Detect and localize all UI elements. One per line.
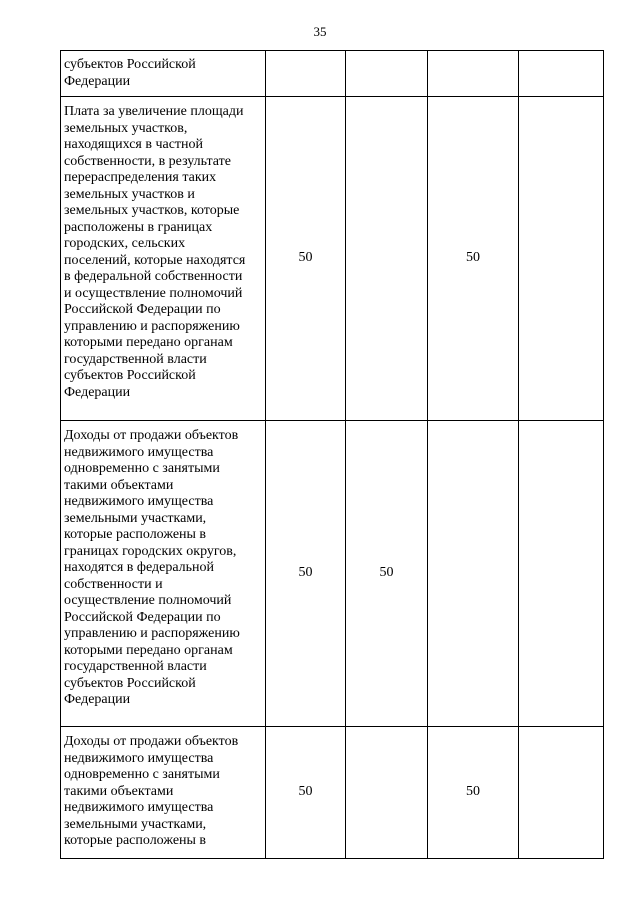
value-cell-col1: 50	[266, 421, 346, 727]
income-description-cell: Доходы от продажи объектов недвижимого имущества одновременно с занятыми такими объектами недвижимого имущества земельными участками, которые расположены в границах городских округов, находятся в федеральной собственности и осуществление полномочий Российской Федерации по управлению и распоряжению которыми передано органам государственной власти субъектов Российской Федерации	[61, 421, 266, 727]
value-cell-col4	[519, 97, 604, 421]
value-cell-col2	[346, 727, 428, 859]
table-row	[61, 51, 604, 97]
table-row	[61, 421, 604, 727]
value-cell-col2	[346, 51, 428, 97]
table-row	[61, 727, 604, 859]
value-cell-col4	[519, 421, 604, 727]
income-description-cell: Доходы от продажи объектов недвижимого имущества одновременно с занятыми такими объектами недвижимого имущества земельными участками, которые расположены в	[61, 727, 266, 859]
budget-distribution-table	[60, 50, 604, 859]
value-cell-col1: 50	[266, 97, 346, 421]
value-cell-col1	[266, 51, 346, 97]
value-cell-col3	[428, 421, 519, 727]
value-cell-col3: 50	[428, 727, 519, 859]
table-row	[61, 97, 604, 421]
value-cell-col3: 50	[428, 97, 519, 421]
value-cell-col4	[519, 51, 604, 97]
income-description-cell: субъектов Российской Федерации	[61, 51, 266, 97]
income-description-cell: Плата за увеличение площади земельных участков, находящихся в частной собственности, в результате перераспределения таких земельных участков и земельных участков, которые расположены в границах городских, сельских поселений, которые находятся в федеральной собственности и осуществление полномочий Российской Федерации по управлению и распоряжению которыми передано органам государственной власти субъектов Российской Федерации	[61, 97, 266, 421]
value-cell-col1: 50	[266, 727, 346, 859]
value-cell-col3	[428, 51, 519, 97]
value-cell-col2: 50	[346, 421, 428, 727]
value-cell-col2	[346, 97, 428, 421]
page-number: 35	[313, 24, 327, 39]
value-cell-col4	[519, 727, 604, 859]
